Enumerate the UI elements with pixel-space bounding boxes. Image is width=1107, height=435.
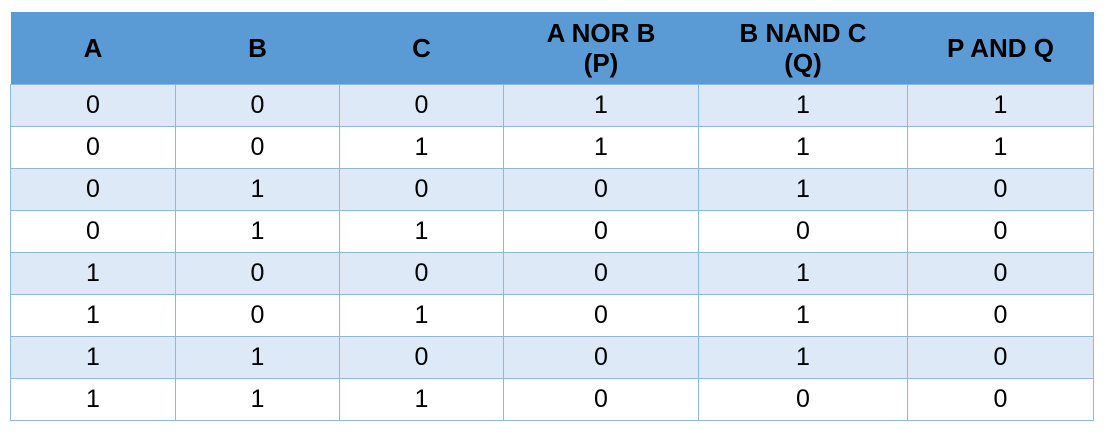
cell-q: 1 [699, 169, 908, 211]
cell-b: 1 [176, 169, 340, 211]
cell-p-and-q: 0 [908, 295, 1094, 337]
cell-a: 1 [11, 253, 176, 295]
header-b-label: B [248, 33, 267, 63]
cell-a: 1 [11, 337, 176, 379]
cell-a: 0 [11, 211, 176, 253]
cell-b: 0 [176, 253, 340, 295]
cell-q: 1 [699, 337, 908, 379]
truth-table-container [10, 12, 1093, 421]
cell-p-and-q: 1 [908, 85, 1094, 127]
table-row [11, 253, 1094, 295]
header-p-and-q [908, 12, 1094, 85]
cell-c: 1 [340, 211, 504, 253]
header-a [11, 12, 176, 85]
cell-q: 1 [699, 295, 908, 337]
cell-p: 0 [504, 253, 699, 295]
header-b-nand-c-label: B NAND C [739, 18, 867, 48]
cell-p-and-q: 0 [908, 379, 1094, 421]
table-row [11, 295, 1094, 337]
cell-p: 1 [504, 127, 699, 169]
table-row [11, 379, 1094, 421]
cell-p: 0 [504, 295, 699, 337]
cell-b: 1 [176, 211, 340, 253]
cell-b: 0 [176, 127, 340, 169]
cell-b: 1 [176, 379, 340, 421]
cell-c: 1 [340, 295, 504, 337]
table-row [11, 337, 1094, 379]
header-row [11, 12, 1094, 85]
cell-b: 0 [176, 295, 340, 337]
cell-p: 0 [504, 211, 699, 253]
cell-q: 1 [699, 85, 908, 127]
table-row [11, 211, 1094, 253]
header-c [340, 12, 504, 85]
cell-p-and-q: 0 [908, 253, 1094, 295]
header-b [176, 12, 340, 85]
header-p-and-q-label: P AND Q [947, 33, 1054, 63]
cell-a: 1 [11, 379, 176, 421]
table-row [11, 127, 1094, 169]
header-c-label: C [412, 33, 431, 63]
cell-q: 1 [699, 127, 908, 169]
cell-a: 0 [11, 85, 176, 127]
cell-q: 0 [699, 211, 908, 253]
header-p-label: (P) [583, 48, 619, 78]
cell-b: 0 [176, 85, 340, 127]
table-row [11, 169, 1094, 211]
header-a-label: A [83, 33, 103, 63]
cell-q: 1 [699, 253, 908, 295]
cell-b: 1 [176, 337, 340, 379]
cell-c: 0 [340, 169, 504, 211]
cell-p: 0 [504, 337, 699, 379]
cell-p-and-q: 0 [908, 211, 1094, 253]
header-b-nand-c [699, 12, 908, 85]
header-q-label: (Q) [784, 48, 822, 78]
header-a-nor-b-label: A NOR B [546, 18, 656, 48]
cell-c: 1 [340, 127, 504, 169]
cell-c: 0 [340, 85, 504, 127]
header-a-nor-b [504, 12, 699, 85]
cell-a: 0 [11, 169, 176, 211]
cell-p-and-q: 0 [908, 337, 1094, 379]
cell-c: 0 [340, 253, 504, 295]
cell-p: 1 [504, 85, 699, 127]
cell-q: 0 [699, 379, 908, 421]
cell-p: 0 [504, 169, 699, 211]
cell-p-and-q: 1 [908, 127, 1094, 169]
cell-p: 0 [504, 379, 699, 421]
truth-table [10, 12, 1094, 421]
table-row [11, 85, 1094, 127]
cell-p-and-q: 0 [908, 169, 1094, 211]
cell-a: 1 [11, 295, 176, 337]
cell-a: 0 [11, 127, 176, 169]
cell-c: 1 [340, 379, 504, 421]
cell-c: 0 [340, 337, 504, 379]
